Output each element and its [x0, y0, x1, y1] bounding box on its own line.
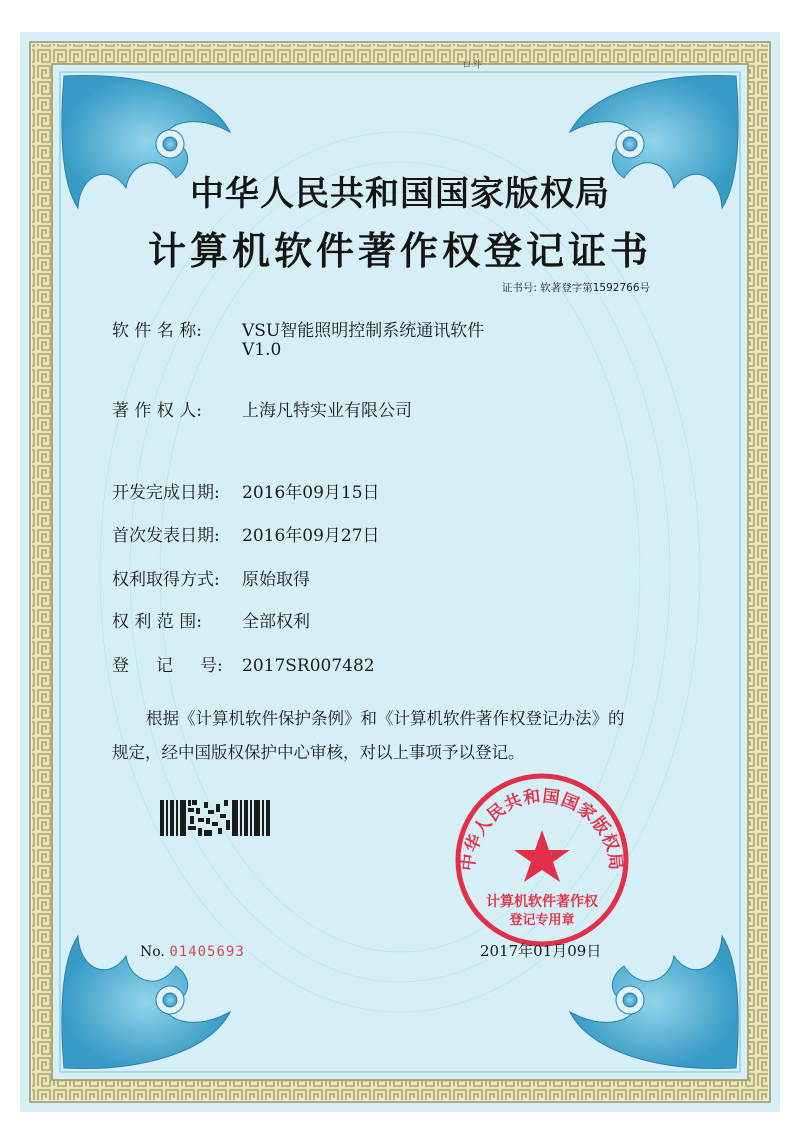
certificate-title: 计算机软件著作权登记证书: [147, 228, 652, 273]
seal-outer-text: 中华人民共和国国家版权局: [458, 786, 626, 872]
serial-prefix: No.: [140, 944, 165, 960]
barcode-image: [160, 798, 272, 838]
field-value-version: V1.0: [242, 340, 282, 360]
issuing-authority: 中华人民共和国国家版权局: [190, 174, 610, 214]
field-software-version: [112, 340, 281, 360]
field-label: 软 件 名 称:: [112, 321, 202, 341]
field-label: 首次发表日期:: [112, 526, 220, 546]
field-software-name: [112, 316, 484, 341]
field-label: 开发完成日期:: [112, 483, 220, 503]
field-rights-scope: [112, 607, 310, 632]
issue-date: 2017年01月09日: [480, 942, 602, 960]
field-value: 上海凡特实业有限公司: [242, 401, 412, 421]
field-completion-date: [112, 478, 380, 503]
field-value: 2016年09月27日: [242, 526, 380, 546]
scan-mark: ロ斗: [462, 60, 482, 71]
field-value: 2017SR007482: [242, 656, 375, 676]
field-value: 2016年09月15日: [242, 483, 380, 503]
serial-number: [140, 944, 245, 960]
field-label: 权利取得方式:: [112, 570, 220, 590]
statement-paragraph: [112, 702, 702, 770]
statement-line-2: 规定，经中国版权保护中心审核，对以上事项予以登记。: [112, 743, 525, 762]
field-label: 著 作 权 人:: [112, 401, 202, 421]
field-label: 权 利 范 围:: [112, 612, 202, 632]
field-copyright-owner: [112, 396, 412, 421]
serial-value: 01405693: [169, 944, 245, 960]
field-value: 原始取得: [242, 570, 310, 590]
seal-inner-line-1: 计算机软件著作权: [486, 894, 598, 910]
seal-inner-line-2: 登记专用章: [509, 913, 575, 928]
official-seal: [452, 770, 632, 950]
field-value: VSU智能照明控制系统通讯软件: [242, 321, 485, 341]
field-value: 全部权利: [242, 612, 310, 632]
field-first-publication-date: [112, 521, 380, 546]
field-acquisition-method: [112, 565, 310, 590]
certificate-number-label: 证书号:: [501, 282, 537, 294]
field-label: 登 记 号:: [112, 656, 223, 676]
field-registration-number: [112, 651, 375, 676]
certificate-number-value: 软著登字第1592766号: [540, 282, 650, 294]
statement-line-1: 根据《计算机软件保护条例》和《计算机软件著作权登记办法》的: [146, 709, 625, 728]
certificate-number: [502, 280, 650, 295]
